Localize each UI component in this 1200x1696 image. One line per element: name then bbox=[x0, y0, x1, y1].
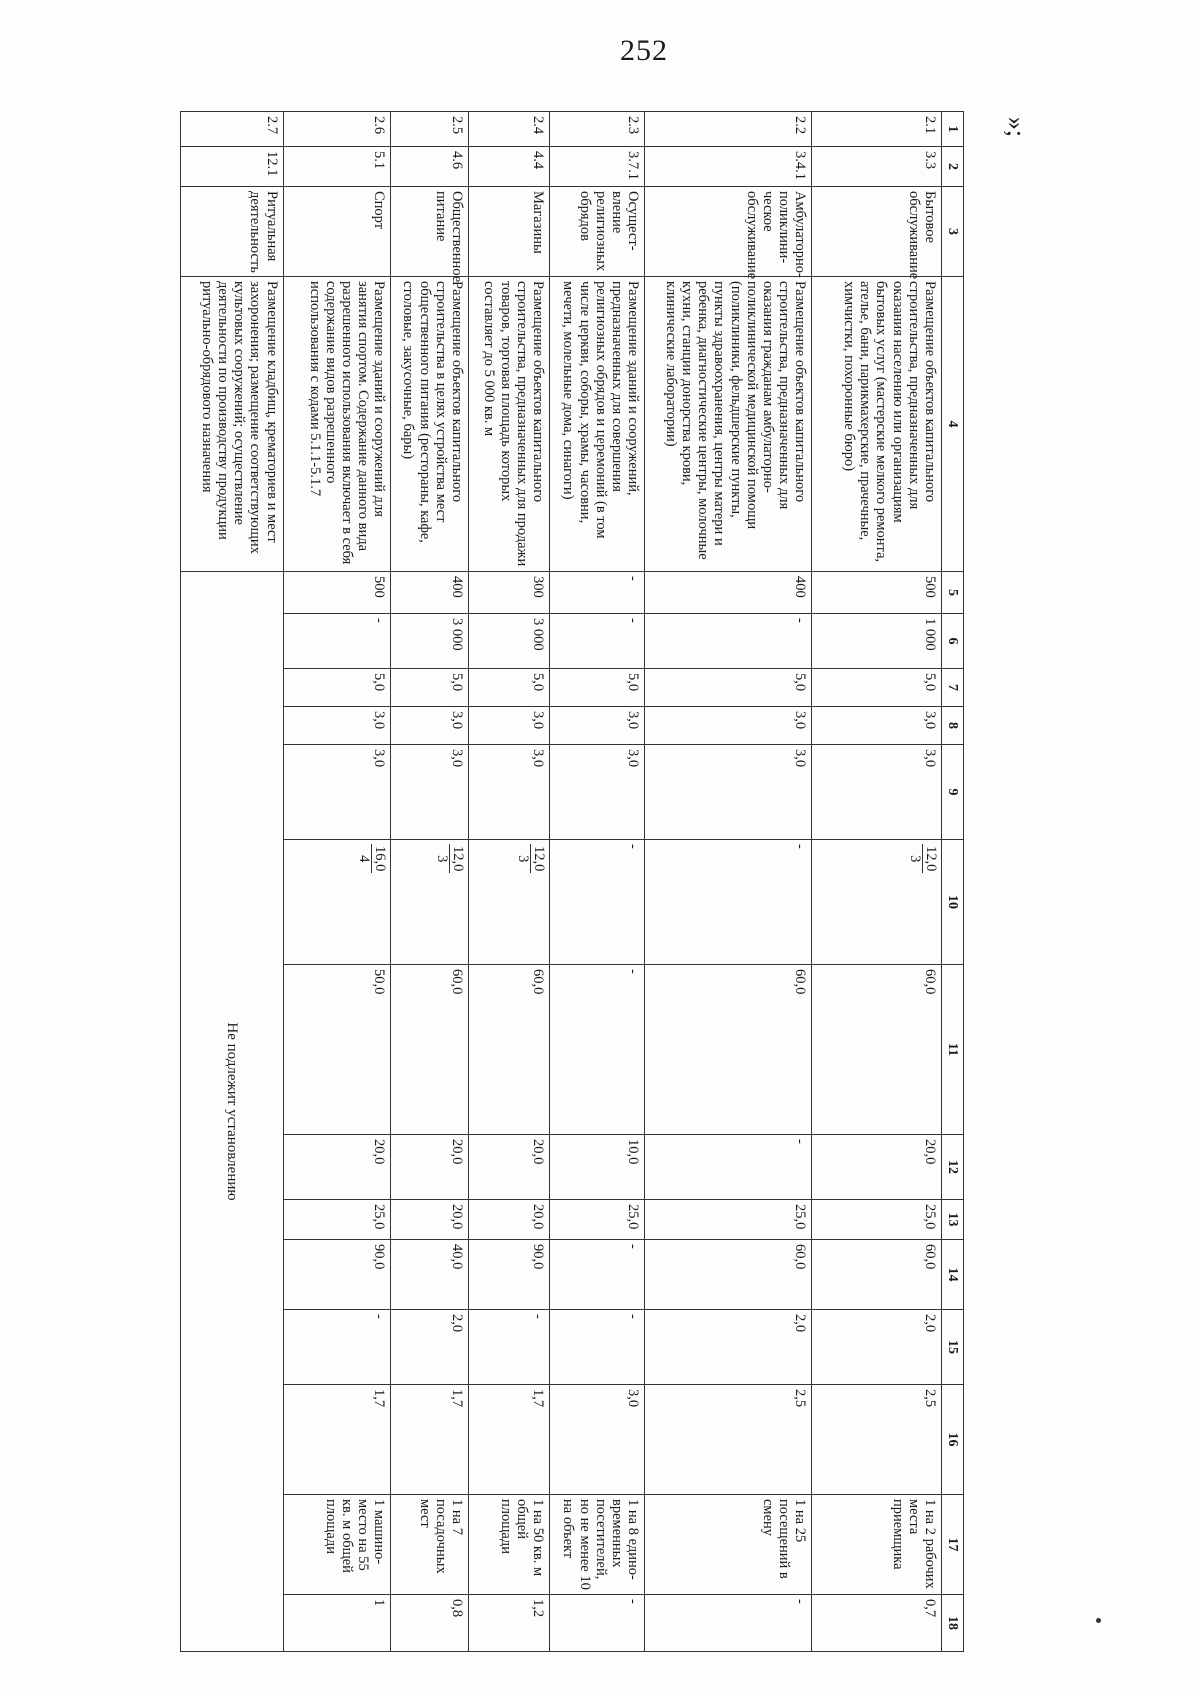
table-row bbox=[469, 112, 550, 1652]
cell-value: 25,0 bbox=[283, 1200, 391, 1240]
cell-value: 3,0 bbox=[469, 745, 550, 840]
use-code: 4.6 bbox=[391, 147, 469, 187]
use-name: Осущест-вление религиозных обрядов bbox=[550, 187, 645, 277]
use-name: Амбулаторно-поликлини-ческое обслуживание bbox=[645, 187, 812, 277]
column-number: 1 bbox=[942, 112, 964, 147]
cell-value: 3,0 bbox=[812, 745, 942, 840]
not-applicable-cell: Не подлежит установлению bbox=[181, 572, 284, 1652]
fraction-denominator: 3 bbox=[906, 855, 923, 863]
column-number: 17 bbox=[942, 1495, 964, 1595]
cell-value: 3,0 bbox=[550, 707, 645, 745]
page-number: 252 bbox=[620, 34, 668, 67]
cell-value: 5,0 bbox=[391, 669, 469, 707]
cell-value: 3,0 bbox=[469, 707, 550, 745]
column-number: 10 bbox=[942, 840, 964, 965]
cell-value: 3,0 bbox=[812, 707, 942, 745]
cell-value: 3,0 bbox=[391, 707, 469, 745]
column-number: 12 bbox=[942, 1135, 964, 1200]
column-number: 15 bbox=[942, 1310, 964, 1385]
cell-value: 3,0 bbox=[645, 707, 812, 745]
use-name: Спорт bbox=[283, 187, 391, 277]
cell-value: 3,0 bbox=[283, 745, 391, 840]
cell-value: 5,0 bbox=[812, 669, 942, 707]
cell-value: 1,7 bbox=[283, 1385, 391, 1495]
table-row bbox=[391, 112, 469, 1652]
row-number: 2.2 bbox=[645, 112, 812, 147]
cell-value: - bbox=[550, 1595, 645, 1652]
cell-value: - bbox=[550, 840, 645, 965]
cell-value: 3 000 bbox=[391, 614, 469, 669]
column-number: 11 bbox=[942, 965, 964, 1135]
table-row bbox=[550, 112, 645, 1652]
cell-value: 3 000 bbox=[469, 614, 550, 669]
column-number: 18 bbox=[942, 1595, 964, 1652]
cell-value: 400 bbox=[645, 572, 812, 614]
fraction-numerator: 16,0 bbox=[372, 846, 389, 872]
cell-value: 20,0 bbox=[391, 1200, 469, 1240]
cell-value: 2,0 bbox=[812, 1310, 942, 1385]
use-description: Размещение зданий и сооружений для занятия спортом. Содержание данного вида разрешенного использования включает в себя содержание видов разрешенного использования с кодами 5.1.1-5.1.7 bbox=[283, 277, 391, 572]
cell-value: 1 bbox=[283, 1595, 391, 1652]
fraction-denominator: 3 bbox=[433, 855, 450, 863]
column-number: 6 bbox=[942, 614, 964, 669]
table-header-row bbox=[942, 112, 964, 1652]
use-code: 3.3 bbox=[812, 147, 942, 187]
use-description: Размещение зданий и сооружений, предназначенных для совершения религиозных обрядов и церемоний (в том числе церкви, соборы, храмы, часовни, мечети, молельные дома, синагоги) bbox=[550, 277, 645, 572]
fraction-numerator: 12,0 bbox=[450, 846, 467, 872]
fraction-denominator: 4 bbox=[356, 855, 373, 863]
cell-value: - bbox=[645, 840, 812, 965]
cell-value: 25,0 bbox=[645, 1200, 812, 1240]
use-name: Магазины bbox=[469, 187, 550, 277]
cell-value: 500 bbox=[812, 572, 942, 614]
fraction-cell bbox=[812, 840, 942, 965]
cell-value: 3,0 bbox=[550, 745, 645, 840]
parking-norm: 1 машино-место на 55 кв. м общей площади bbox=[283, 1495, 391, 1595]
use-description: Размещение кладбищ, крематориев и мест захоронения; размещение соответствующих культовых сооружений; осуществление деятельности по производству продукции ритуально-обрядового назначения bbox=[181, 277, 284, 572]
cell-value: 60,0 bbox=[645, 965, 812, 1135]
use-code: 3.7.1 bbox=[550, 147, 645, 187]
parking-norm: 1 на 25 посещений в смену bbox=[645, 1495, 812, 1595]
rotated-table-container bbox=[180, 111, 964, 1630]
cell-value: - bbox=[550, 572, 645, 614]
cell-value: 60,0 bbox=[812, 1240, 942, 1310]
use-code: 4.4 bbox=[469, 147, 550, 187]
cell-value: 60,0 bbox=[812, 965, 942, 1135]
cell-value: 20,0 bbox=[812, 1135, 942, 1200]
fraction-cell bbox=[391, 840, 469, 965]
cell-value: - bbox=[645, 614, 812, 669]
row-number: 2.4 bbox=[469, 112, 550, 147]
column-number: 13 bbox=[942, 1200, 964, 1240]
column-number: 4 bbox=[942, 277, 964, 572]
use-name: Ритуальная деятельность bbox=[181, 187, 284, 277]
use-name: Бытовое обслуживание bbox=[812, 187, 942, 277]
closing-quote-mark: »; bbox=[1002, 116, 1032, 138]
cell-value: 1,7 bbox=[391, 1385, 469, 1495]
cell-value: - bbox=[550, 965, 645, 1135]
row-number: 2.7 bbox=[181, 112, 284, 147]
fraction-numerator: 12,0 bbox=[531, 846, 548, 872]
row-number: 2.1 bbox=[812, 112, 942, 147]
cell-value: 2,5 bbox=[812, 1385, 942, 1495]
parking-norm: 1 на 7 посадочных мест bbox=[391, 1495, 469, 1595]
cell-value: 25,0 bbox=[812, 1200, 942, 1240]
cell-value: - bbox=[550, 1310, 645, 1385]
land-use-regulation-table bbox=[180, 111, 964, 1652]
column-number: 14 bbox=[942, 1240, 964, 1310]
table-row bbox=[645, 112, 812, 1652]
cell-value: 20,0 bbox=[391, 1135, 469, 1200]
fraction-cell bbox=[283, 840, 391, 965]
scan-speck bbox=[1096, 1618, 1101, 1623]
column-number: 5 bbox=[942, 572, 964, 614]
cell-value: - bbox=[469, 1310, 550, 1385]
cell-value: - bbox=[645, 1135, 812, 1200]
column-number: 2 bbox=[942, 147, 964, 187]
cell-value: 500 bbox=[283, 572, 391, 614]
cell-value: 50,0 bbox=[283, 965, 391, 1135]
fraction-numerator: 12,0 bbox=[923, 846, 939, 872]
cell-value: 2,0 bbox=[391, 1310, 469, 1385]
use-description: Размещение объектов капитального строительства, предназначенных для продажи товаров, торговая площадь которых составляет до 5 000 кв. м bbox=[469, 277, 550, 572]
cell-value: - bbox=[550, 614, 645, 669]
row-number: 2.3 bbox=[550, 112, 645, 147]
cell-value: 25,0 bbox=[550, 1200, 645, 1240]
cell-value: 3,0 bbox=[391, 745, 469, 840]
use-description: Размещение объектов капитального строительства, предназначенных для оказания населению или организациям бытовых услуг (мастерские мелкого ремонта, ателье, бани, парикмахерские, прачечные, химчистки, похоронные бюро) bbox=[812, 277, 942, 572]
cell-value: 0,8 bbox=[391, 1595, 469, 1652]
column-number: 7 bbox=[942, 669, 964, 707]
cell-value: - bbox=[283, 1310, 391, 1385]
cell-value: 3,0 bbox=[550, 1385, 645, 1495]
cell-value: 90,0 bbox=[469, 1240, 550, 1310]
use-description: Размещение объектов капитального строительства в целях устройства мест общественного питания (рестораны, кафе, столовые, закусочные, бары) bbox=[391, 277, 469, 572]
fraction-cell bbox=[469, 840, 550, 965]
use-code: 12.1 bbox=[181, 147, 284, 187]
cell-value: 10,0 bbox=[550, 1135, 645, 1200]
column-number: 16 bbox=[942, 1385, 964, 1495]
parking-norm: 1 на 8 едино-временных посетителей, но не менее 10 на объект bbox=[550, 1495, 645, 1595]
cell-value: 1,2 bbox=[469, 1595, 550, 1652]
cell-value: 90,0 bbox=[283, 1240, 391, 1310]
cell-value: 1,7 bbox=[469, 1385, 550, 1495]
cell-value: 5,0 bbox=[283, 669, 391, 707]
parking-norm: 1 на 50 кв. м общей площади bbox=[469, 1495, 550, 1595]
cell-value: 0,7 bbox=[812, 1595, 942, 1652]
column-number: 8 bbox=[942, 707, 964, 745]
row-number: 2.5 bbox=[391, 112, 469, 147]
cell-value: 60,0 bbox=[469, 965, 550, 1135]
cell-value: 60,0 bbox=[391, 965, 469, 1135]
cell-value: 3,0 bbox=[645, 745, 812, 840]
cell-value: 5,0 bbox=[469, 669, 550, 707]
cell-value: - bbox=[550, 1240, 645, 1310]
use-code: 5.1 bbox=[283, 147, 391, 187]
cell-value: 3,0 bbox=[283, 707, 391, 745]
cell-value: 20,0 bbox=[469, 1200, 550, 1240]
use-code: 3.4.1 bbox=[645, 147, 812, 187]
cell-value: 5,0 bbox=[550, 669, 645, 707]
cell-value: 1 000 bbox=[812, 614, 942, 669]
cell-value: 2,5 bbox=[645, 1385, 812, 1495]
cell-value: - bbox=[283, 614, 391, 669]
cell-value: 2,0 bbox=[645, 1310, 812, 1385]
column-number: 9 bbox=[942, 745, 964, 840]
cell-value: 20,0 bbox=[469, 1135, 550, 1200]
cell-value: 5,0 bbox=[645, 669, 812, 707]
parking-norm: 1 на 2 рабочих места приемщика bbox=[812, 1495, 942, 1595]
cell-value: 60,0 bbox=[645, 1240, 812, 1310]
cell-value: 20,0 bbox=[283, 1135, 391, 1200]
table-row bbox=[812, 112, 942, 1652]
fraction-denominator: 3 bbox=[514, 855, 531, 863]
use-description: Размещение объектов капитального строительства, предназначенных для оказания гражданам амбулаторно-поликлинической медицинской помощи (поликлиники, фельдшерские пункты, пункты здравоохранения, центры матери и ребенка, диагностические центры, молочные кухни, станции донорства крови, клинические лаборатории) bbox=[645, 277, 812, 572]
cell-value: 40,0 bbox=[391, 1240, 469, 1310]
cell-value: - bbox=[645, 1595, 812, 1652]
cell-value: 300 bbox=[469, 572, 550, 614]
cell-value: 400 bbox=[391, 572, 469, 614]
table-row bbox=[181, 112, 284, 1652]
row-number: 2.6 bbox=[283, 112, 391, 147]
column-number: 3 bbox=[942, 187, 964, 277]
use-name: Общественное питание bbox=[391, 187, 469, 277]
table-row bbox=[283, 112, 391, 1652]
